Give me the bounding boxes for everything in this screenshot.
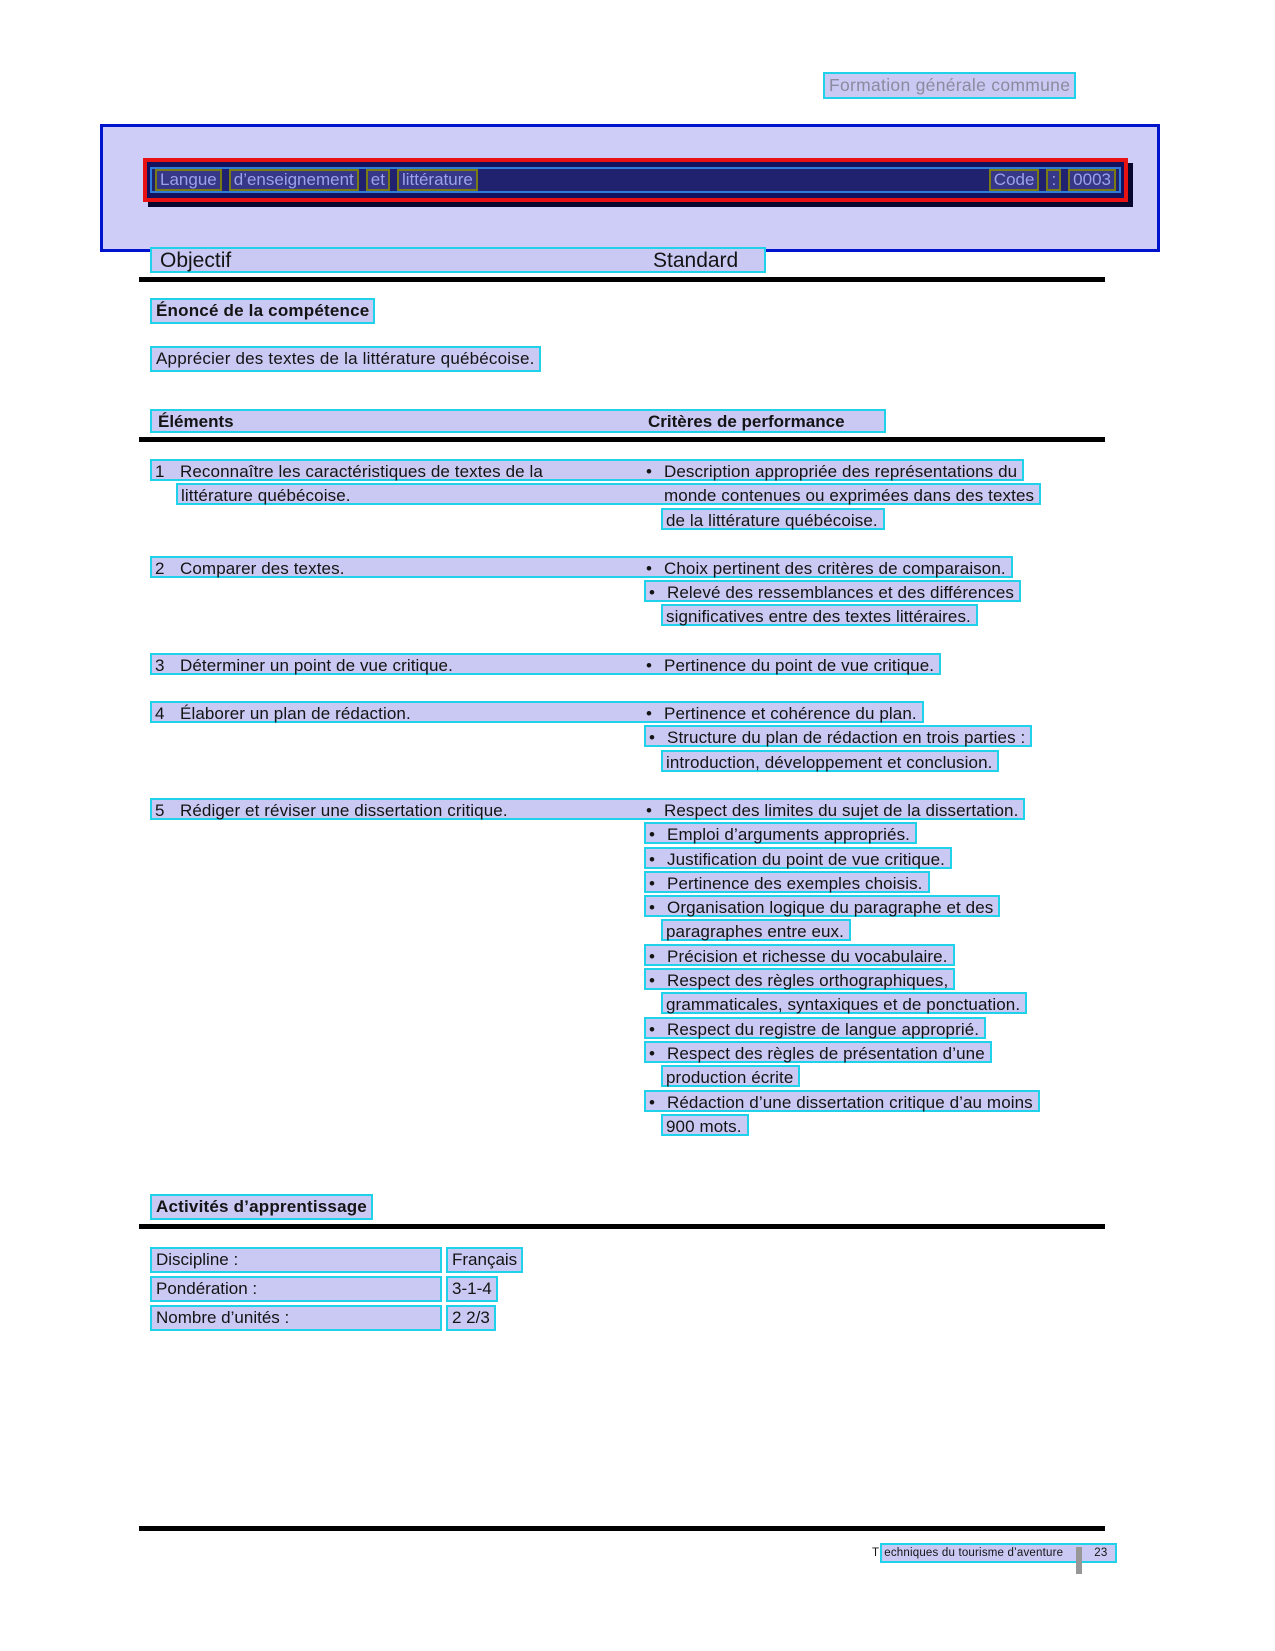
table-line <box>139 653 1105 677</box>
criterion-text: Emploi d’arguments appropriés. <box>667 825 911 845</box>
table-line <box>139 1090 1105 1114</box>
table-line <box>139 944 1105 968</box>
info-value: 3-1-4 <box>446 1276 498 1302</box>
elements-criteria-table <box>139 459 1105 1162</box>
info-label: Discipline : <box>150 1247 442 1273</box>
table-line <box>139 580 1105 604</box>
table-line <box>139 725 1105 749</box>
highlight-band <box>644 1017 986 1039</box>
table-line <box>139 556 1105 580</box>
element-text: Rédiger et réviser une dissertation critique. <box>180 800 508 820</box>
table-line <box>139 604 1105 628</box>
highlight-band <box>644 822 917 844</box>
criterion-bullet: • <box>649 946 656 966</box>
objectif-standard-band <box>150 247 766 273</box>
criterion-text: Description appropriée des représentations du <box>664 462 1018 481</box>
criterion-text: 900 mots. <box>666 1116 742 1136</box>
highlight-band <box>150 556 1013 578</box>
highlight-band <box>661 750 999 772</box>
info-row <box>150 1305 523 1334</box>
footer-page-number: 23 <box>1094 1547 1108 1559</box>
criterion-text: grammaticales, syntaxiques et de ponctuation. <box>666 995 1021 1015</box>
criterion-bullet: • <box>649 849 656 869</box>
criterion-text: Structure du plan de rédaction en trois parties : <box>667 728 1026 748</box>
footer-program: echniques du tourisme d’aventure <box>884 1547 1064 1559</box>
criterion-bullet: • <box>649 1019 656 1039</box>
criterion-text: Choix pertinent des critères de comparaison. <box>664 558 1006 578</box>
row-number: 5 <box>155 800 165 820</box>
criterion-bullet: • <box>646 558 653 578</box>
criterion-text: paragraphes entre eux. <box>666 922 844 942</box>
highlight-band <box>661 604 978 626</box>
table-line <box>139 968 1105 992</box>
banner-line <box>150 167 1121 193</box>
criterion-text: Justification du point de vue critique. <box>667 849 945 869</box>
highlight-band <box>150 798 1025 820</box>
divider <box>139 1224 1105 1229</box>
table-row <box>139 556 1105 629</box>
highlight-band <box>150 653 941 675</box>
table-line <box>139 701 1105 725</box>
footer-band <box>880 1543 1117 1563</box>
criterion-text: production écrite <box>666 1068 794 1088</box>
highlight-band <box>150 701 924 723</box>
table-line <box>139 798 1105 822</box>
banner-code-word: 0003 <box>1068 169 1116 191</box>
element-text: Déterminer un point de vue critique. <box>180 655 453 675</box>
element-text: Comparer des textes. <box>180 558 345 578</box>
table-line <box>139 483 1105 507</box>
criterion-text: Relevé des ressemblances et des différences <box>667 583 1015 603</box>
criterion-bullet: • <box>646 655 653 675</box>
highlight-band <box>644 725 1032 747</box>
banner-title-word: d’enseignement <box>229 169 359 191</box>
table-line <box>139 1114 1105 1138</box>
criterion-text: de la littérature québécoise. <box>666 510 878 530</box>
highlight-band <box>644 871 930 893</box>
table-row <box>139 798 1105 1138</box>
activities-heading: Activités d’apprentissage <box>150 1194 373 1220</box>
table-line <box>139 1065 1105 1089</box>
criterion-bullet: • <box>649 1043 656 1063</box>
highlight-band <box>644 1090 1040 1112</box>
course-banner <box>100 124 1160 252</box>
banner-code-word: Code <box>989 169 1040 191</box>
element-text: Reconnaître les caractéristiques de textes de la <box>180 462 543 481</box>
criterion-text: Pertinence des exemples choisis. <box>667 873 923 893</box>
criterion-text: Respect des règles de présentation d’une <box>667 1043 985 1063</box>
row-number: 1 <box>155 462 165 481</box>
criteria-header: Critères de performance <box>648 412 845 431</box>
criterion-text: Respect du registre de langue approprié. <box>667 1019 980 1039</box>
competence-statement: Apprécier des textes de la littérature québécoise. <box>150 346 541 372</box>
table-row <box>139 653 1105 677</box>
page-header-label: Formation générale commune <box>823 72 1076 99</box>
criterion-bullet: • <box>649 898 656 918</box>
table-row <box>139 459 1105 532</box>
banner-code-word: : <box>1046 169 1061 191</box>
table-header <box>150 409 886 433</box>
objectif-label: Objectif <box>160 249 232 272</box>
highlight-band <box>644 847 952 869</box>
criterion-bullet: • <box>649 971 656 991</box>
highlight-band <box>644 895 1000 917</box>
row-number: 4 <box>155 704 165 724</box>
criterion-bullet: • <box>649 583 656 603</box>
highlight-band <box>176 483 1041 505</box>
elements-header: Éléments <box>158 412 234 431</box>
row-number: 2 <box>155 558 165 578</box>
criterion-text: Organisation logique du paragraphe et des <box>667 898 994 918</box>
criterion-text: Rédaction d’une dissertation critique d’au moins <box>667 1092 1033 1112</box>
criterion-text: significatives entre des textes littéraires. <box>666 607 971 627</box>
highlight-band <box>661 1114 749 1136</box>
highlight-band <box>644 580 1021 602</box>
competence-heading: Énoncé de la compétence <box>150 298 375 324</box>
criterion-text: Pertinence du point de vue critique. <box>664 655 935 675</box>
divider <box>139 1526 1105 1531</box>
criterion-text: Précision et richesse du vocabulaire. <box>667 946 948 966</box>
standard-label: Standard <box>653 249 739 272</box>
highlight-band <box>661 1065 800 1087</box>
table-line <box>139 847 1105 871</box>
criterion-bullet: • <box>649 825 656 845</box>
criterion-bullet: • <box>646 462 653 481</box>
criterion-bullet: • <box>649 1092 656 1112</box>
divider <box>139 437 1105 442</box>
footer-program-prefix: T <box>872 1547 880 1559</box>
table-line <box>139 459 1105 483</box>
row-number: 3 <box>155 655 165 675</box>
info-value: 2 2/3 <box>446 1305 496 1331</box>
table-line <box>139 750 1105 774</box>
criterion-text: Respect des limites du sujet de la dissertation. <box>664 800 1019 820</box>
table-line <box>139 992 1105 1016</box>
element-text: Élaborer un plan de rédaction. <box>180 704 411 724</box>
table-line <box>139 822 1105 846</box>
info-label: Pondération : <box>150 1276 442 1302</box>
info-list <box>150 1247 523 1334</box>
info-row <box>150 1247 523 1276</box>
table-line <box>139 1017 1105 1041</box>
criterion-text: Pertinence et cohérence du plan. <box>664 704 917 724</box>
criterion-text: monde contenues ou exprimées dans des textes <box>664 486 1035 506</box>
highlight-band <box>661 508 885 530</box>
criterion-bullet: • <box>649 728 656 748</box>
criterion-text: Respect des règles orthographiques, <box>667 971 949 991</box>
footer-divider <box>1076 1547 1082 1574</box>
divider <box>139 277 1105 282</box>
highlight-band <box>150 459 1024 481</box>
highlight-band <box>661 992 1027 1014</box>
info-label: Nombre d’unités : <box>150 1305 442 1331</box>
table-line <box>139 919 1105 943</box>
info-value: Français <box>446 1247 523 1273</box>
table-line <box>139 871 1105 895</box>
table-line <box>139 895 1105 919</box>
banner-title-word: et <box>366 169 390 191</box>
banner-title-word: Langue <box>155 169 222 191</box>
highlight-band <box>644 968 955 990</box>
element-text: littérature québécoise. <box>181 486 351 506</box>
table-line <box>139 508 1105 532</box>
info-row <box>150 1276 523 1305</box>
banner-title-word: littérature <box>397 169 478 191</box>
highlight-band <box>644 1041 992 1063</box>
criterion-bullet: • <box>646 800 653 820</box>
footer <box>872 1543 1117 1563</box>
table-line <box>139 1041 1105 1065</box>
criterion-bullet: • <box>646 704 653 724</box>
course-banner-bar <box>143 158 1128 202</box>
criterion-bullet: • <box>649 873 656 893</box>
table-row <box>139 701 1105 774</box>
highlight-band <box>644 944 955 966</box>
highlight-band <box>661 919 851 941</box>
criterion-text: introduction, développement et conclusion. <box>666 752 993 772</box>
